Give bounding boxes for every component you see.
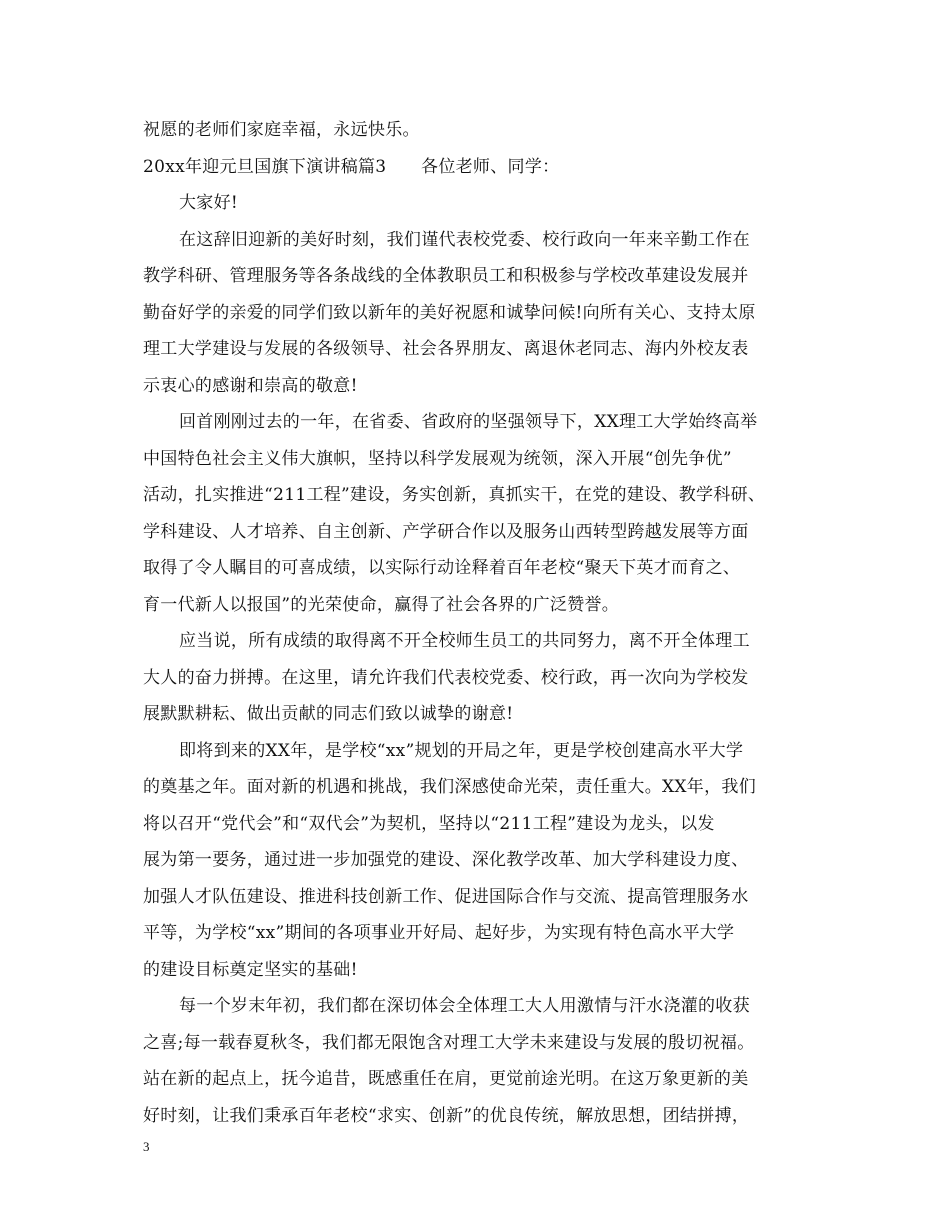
text-line: 每一个岁末年初，我们都在深切体会全体理工大人用激情与汗水浇灌的收获 (179, 996, 750, 1016)
text-line: 取得了令人瞩目的可喜成绩，以实际行动诠释着百年老校“聚天下英才而育之、 (143, 558, 741, 578)
text-line: 加强人才队伍建设、推进科技创新工作、促进国际合作与交流、提高管理服务水 (143, 887, 749, 907)
text-line: 之喜;每一载春夏秋冬，我们都无限饱含对理工大学未来建设与发展的殷切祝福。 (143, 1033, 755, 1053)
text-line: 示衷心的感谢和崇高的敬意! (143, 376, 358, 396)
text-line: 将以召开“党代会”和“双代会”为契机，坚持以“211工程”建设为龙头，以发 (143, 814, 715, 834)
text-line: 理工大学建设与发展的各级领导、社会各界朋友、离退休老同志、海内外校友表 (143, 339, 749, 359)
text-line: 展为第一要务，通过进一步加强党的建设、深化教学改革、加大学科建设力度、 (143, 850, 749, 870)
text-line: 站在新的起点上，抚今追昔，既感重任在肩，更觉前途光明。在这万象更新的美 (143, 1069, 749, 1089)
text-line: 展默默耕耘、做出贡献的同志们致以诚挚的谢意! (143, 704, 514, 724)
text-line: 中国特色社会主义伟大旗帜，坚持以科学发展观为统领，深入开展“创先争优” (143, 449, 732, 469)
section-heading: 20xx年迎元旦国旗下演讲稿篇3 各位老师、同学： (143, 157, 560, 177)
text-line: 的奠基之年。面对新的机遇和挑战，我们深感使命光荣，责任重大。XX年，我们 (143, 777, 757, 797)
greeting-line: 大家好! (179, 193, 239, 213)
page-number: 3 (143, 1139, 150, 1154)
text-line: 的建设目标奠定坚实的基础! (143, 960, 358, 980)
text-line: 好时刻，让我们秉承百年老校“求实、创新”的优良传统，解放思想，团结拼搏， (143, 1106, 750, 1126)
text-line: 活动，扎实推进“211工程”建设，务实创新，真抓实干，在党的建设、教学科研、 (143, 485, 766, 505)
text-line: 学科建设、人才培养、自主创新、产学研合作以及服务山西转型跨越发展等方面 (143, 522, 749, 542)
text-line: 应当说，所有成绩的取得离不开全校师生员工的共同努力，离不开全体理工 (179, 631, 750, 651)
text-line: 即将到来的XX年，是学校“xx”规划的开局之年，更是学校创建高水平大学 (179, 741, 744, 761)
text-line: 教学科研、管理服务等各条战线的全体教职员工和积极参与学校改革建设发展并 (143, 266, 749, 286)
text-line: 勤奋好学的亲爱的同学们致以新年的美好祝愿和诚挚问候!向所有关心、支持太原 (143, 303, 756, 323)
text-line: 育一代新人以报国”的光荣使命，赢得了社会各界的广泛赞誉。 (143, 595, 620, 615)
text-line: 平等，为学校“xx”期间的各项事业开好局、起好步，为实现有特色高水平大学 (143, 923, 735, 943)
text-line: 祝愿的老师们家庭幸福，永远快乐。 (143, 120, 420, 140)
text-line: 回首刚刚过去的一年，在省委、省政府的坚强领导下，XX理工大学始终高举 (179, 412, 758, 432)
text-line: 在这辞旧迎新的美好时刻，我们谨代表校党委、校行政向一年来辛勤工作在 (179, 230, 750, 250)
text-line: 大人的奋力拼搏。在这里，请允许我们代表校党委、校行政，再一次向为学校发 (143, 668, 749, 688)
